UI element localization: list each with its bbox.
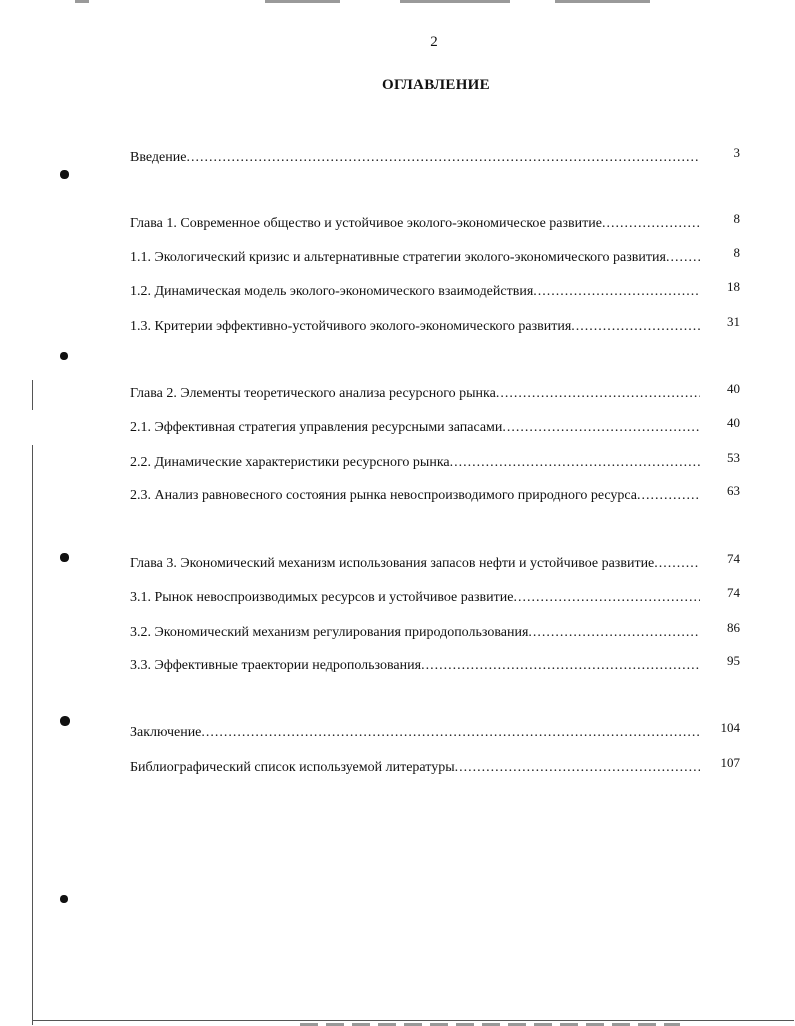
- scan-artifact-top-center: [400, 0, 510, 3]
- scan-artifact-top-right: [555, 0, 650, 3]
- toc-page-number: 31: [727, 314, 740, 329]
- scan-left-edge-line: [32, 445, 33, 1025]
- toc-entry-title: 3.2. Экономический механизм регулирования природопользования .....: [130, 623, 700, 643]
- toc-page-number: 53: [727, 450, 740, 465]
- toc-page-number: 107: [720, 755, 740, 770]
- toc-entry-title: Введение .....: [130, 148, 700, 168]
- toc-entry-section-2-1: [130, 415, 740, 438]
- scan-artifact-top-left: [75, 0, 89, 3]
- toc-entry-section-2-2: [130, 450, 740, 473]
- toc-entry-chapter-2: [130, 381, 740, 404]
- toc-entry-title: Глава 1. Современное общество и устойчивое эколого-экономическое развитие .....: [130, 214, 700, 234]
- binding-hole-mark: [60, 170, 69, 179]
- toc-entry-introduction: [130, 145, 740, 168]
- toc-entry-conclusion: [130, 720, 740, 743]
- toc-page-number: 18: [727, 279, 740, 294]
- toc-page-number: 40: [727, 415, 740, 430]
- scan-bottom-edge-line: [32, 1020, 794, 1021]
- toc-entry-title: 1.1. Экологический кризис и альтернативные стратегии эколого-экономического развития .....: [130, 248, 700, 268]
- toc-entry-title: 3.1. Рынок невоспроизводимых ресурсов и устойчивое развитие .....: [130, 588, 700, 608]
- toc-page-number: 74: [727, 551, 740, 566]
- toc-entry-chapter-3: [130, 551, 740, 574]
- toc-entry-chapter-1: [130, 211, 740, 234]
- binding-hole-mark: [60, 716, 70, 726]
- toc-page-number: 86: [727, 620, 740, 635]
- toc-page-number: 95: [727, 653, 740, 668]
- toc-entry-title: 3.3. Эффективные траектории недропользования .....: [130, 656, 700, 676]
- toc-entry-title: Библиографический список используемой литературы .....: [130, 758, 700, 778]
- toc-entry-title: Заключение .....: [130, 723, 700, 743]
- toc-entry-title: Глава 2. Элементы теоретического анализа ресурсного рынка .....: [130, 384, 700, 404]
- scan-artifact-top-middle: [265, 0, 340, 3]
- toc-page-number: 8: [733, 245, 740, 260]
- toc-entry-section-3-3: [130, 653, 740, 676]
- toc-entry-title: 2.1. Эффективная стратегия управления ресурсными запасами .....: [130, 418, 700, 438]
- toc-entry-section-2-3: [130, 483, 740, 506]
- toc-page-number: 104: [720, 720, 740, 735]
- page-number: 2: [430, 34, 438, 50]
- toc-entry-bibliography: [130, 755, 740, 778]
- table-of-contents-title: ОГЛАВЛЕНИЕ: [382, 77, 490, 93]
- toc-entry-title: 2.3. Анализ равновесного состояния рынка невоспроизводимого природного ресурса .....: [130, 486, 700, 506]
- toc-entry-section-1-1: [130, 245, 740, 268]
- toc-page-number: 3: [733, 145, 740, 160]
- toc-entry-title: 1.2. Динамическая модель эколого-экономического взаимодействия .....: [130, 282, 700, 302]
- toc-page-number: 74: [727, 585, 740, 600]
- binding-hole-mark: [60, 895, 68, 903]
- toc-entry-section-3-1: [130, 585, 740, 608]
- binding-hole-mark: [60, 553, 69, 562]
- toc-page-number: 8: [733, 211, 740, 226]
- toc-page-number: 40: [727, 381, 740, 396]
- toc-entry-section-1-2: [130, 279, 740, 302]
- toc-entry-title: Глава 3. Экономический механизм использования запасов нефти и устойчивое развитие .....: [130, 554, 700, 574]
- binding-hole-mark: [60, 352, 68, 360]
- toc-entry-title: 1.3. Критерии эффективно-устойчивого эколого-экономического развития .....: [130, 317, 700, 337]
- toc-entry-section-1-3: [130, 314, 740, 337]
- toc-entry-section-3-2: [130, 620, 740, 643]
- scan-left-edge-line-upper: [32, 380, 33, 410]
- toc-entry-title: 2.2. Динамические характеристики ресурсного рынка .....: [130, 453, 700, 473]
- toc-page-number: 63: [727, 483, 740, 498]
